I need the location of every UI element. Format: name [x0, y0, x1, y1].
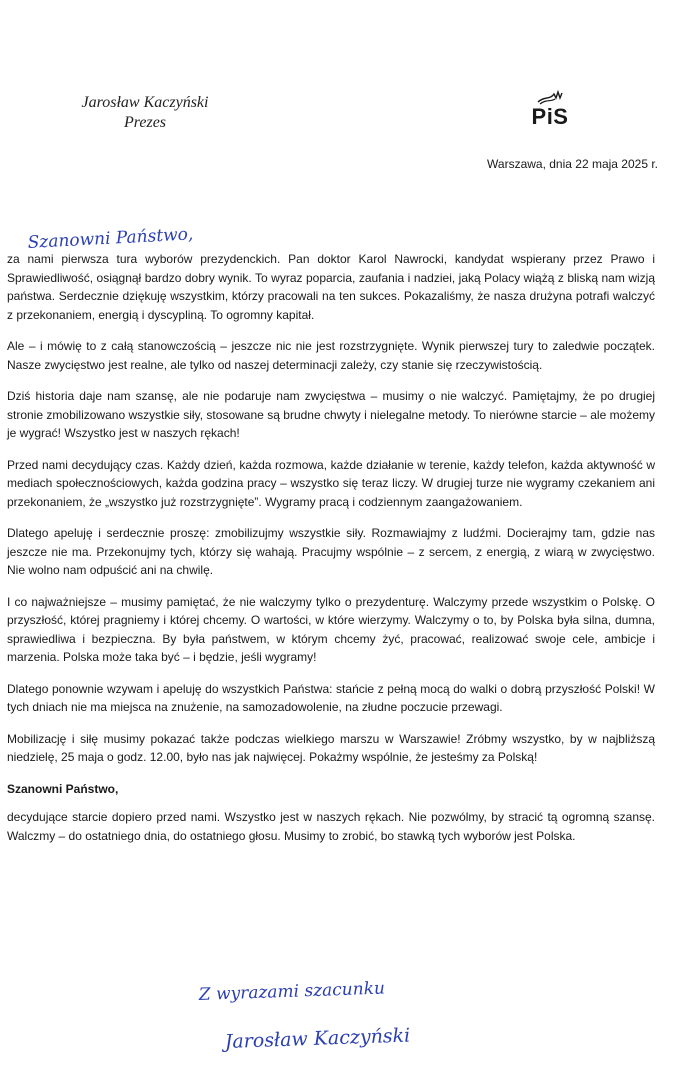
logo-text: PiS	[531, 104, 569, 129]
sender-name: Jarosław Kaczyński	[81, 94, 209, 111]
paragraph: Dziś historia daje nam szansę, ale nie podaruje nam zwycięstwa – musimy o nie walczyć. Pamiętajmy, że po drugiej stronie zmobilizowano wszystkie siły, stosowane są brudne chwyty i nielegalne metody. To nierówne starcie – ale możemy je wygrać! Wszystko jest w naszych rękach!	[7, 389, 655, 440]
party-logo	[520, 86, 580, 136]
closing-paragraph: decydujące starcie dopiero przed nami. Wszystko jest w naszych rękach. Nie pozwólmy, by stracić tą ogromną szansę. Walczmy – do ostatniego dnia, do ostatniego głosu. Musimy to zrobić, bo stawką tych wyborów jest Polska.	[7, 810, 655, 843]
paragraph: Mobilizację i siłę musimy pokazać także podczas wielkiego marszu w Warszawie! Zróbmy wszystko, by w najbliższą niedzielę, 25 maja o godz. 12.00, było nas jak najwięcej. Pokażmy wspólnie, że jesteśmy za Polską!	[7, 731, 655, 764]
signature-line-2: Jarosław Kaczyński	[224, 1024, 411, 1053]
signature-line-1: Z wyrazami szacunku	[198, 978, 386, 1005]
handwritten-salutation-text: Szanowni Państwo,	[28, 226, 194, 253]
date-line: Warszawa, dnia 22 maja 2025 r.	[487, 157, 658, 171]
closing-salutation: Szanowni Państwo,	[7, 781, 119, 796]
eagle-crown-icon	[536, 86, 564, 106]
sender-title: Prezes	[123, 114, 167, 131]
paragraph: Ale – i mówię to z całą stanowczością – jeszcze nic nie jest rozstrzygnięte. Wynik pierwszej tury to zaledwie początek. Nasze zwycięstwo jest realne, ale tylko od naszej determinacji zależy, czy stanie się rzeczywistością.	[7, 339, 655, 372]
sender-block	[0, 93, 290, 133]
paragraph: Dlatego apeluję i serdecznie proszę: zmobilizujmy wszystkie siły. Rozmawiajmy z ludźmi. Docierajmy tam, gdzie nas jeszcze nie ma. Przekonujmy tych, którzy się wahają. Pracujmy wspólnie – z sercem, z energią, z wiarą w zwycięstwo. Nie wolno nam odpuścić ani na chwilę.	[7, 526, 655, 577]
handwritten-signature	[195, 970, 455, 1075]
paragraph: za nami pierwsza tura wyborów prezydenckich. Pan doktor Karol Nawrocki, kandydat wspierany przez Prawo i Sprawiedliwość, osiągnął bardzo dobry wynik. To wyraz poparcia, zaufania i nadziei, jaką Polacy wiążą z bliską nam wizją państwa. Serdecznie dziękuję wszystkim, którzy pracowali na ten sukces. Pokazaliśmy, że nasza drużyna potrafi walczyć z przekonaniem, energią i dyscypliną. To ogromny kapitał.	[7, 252, 655, 322]
letter-body	[7, 250, 655, 858]
paragraph: Przed nami decydujący czas. Każdy dzień, każda rozmowa, każde działanie w terenie, każdy telefon, każda aktywność w mediach społecznościowych, każda godzina pracy – wszystko się teraz liczy. W drugiej turze nie wygramy czekaniem ani przekonaniem, że „wszystko już rozstrzygnięte”. Wygramy pracą i codziennym zaangażowaniem.	[7, 457, 655, 509]
paragraph: I co najważniejsze – musimy pamiętać, że nie walczymy tylko o prezydenturę. Walczymy przede wszystkim o Polskę. O przyszłość, której pragniemy i której chcemy. O wartości, w które wierzymy. Walczymy o to, by Polska była silna, dumna, sprawiedliwa i bezpieczna. By była państwem, w którym chcemy żyć, pracować, realizować swoje cele, ambicje i marzenia. Polska może taka być – i będzie, jeśli wygramy!	[7, 594, 655, 664]
paragraph: Dlatego ponownie wzywam i apeluję do wszystkich Państwa: stańcie z pełną mocą do walki o dobrą przyszłość Polski! W tych dniach nie ma miejsca na znużenie, na samozadowolenie, na złudne poczucie przewagi.	[7, 681, 655, 714]
